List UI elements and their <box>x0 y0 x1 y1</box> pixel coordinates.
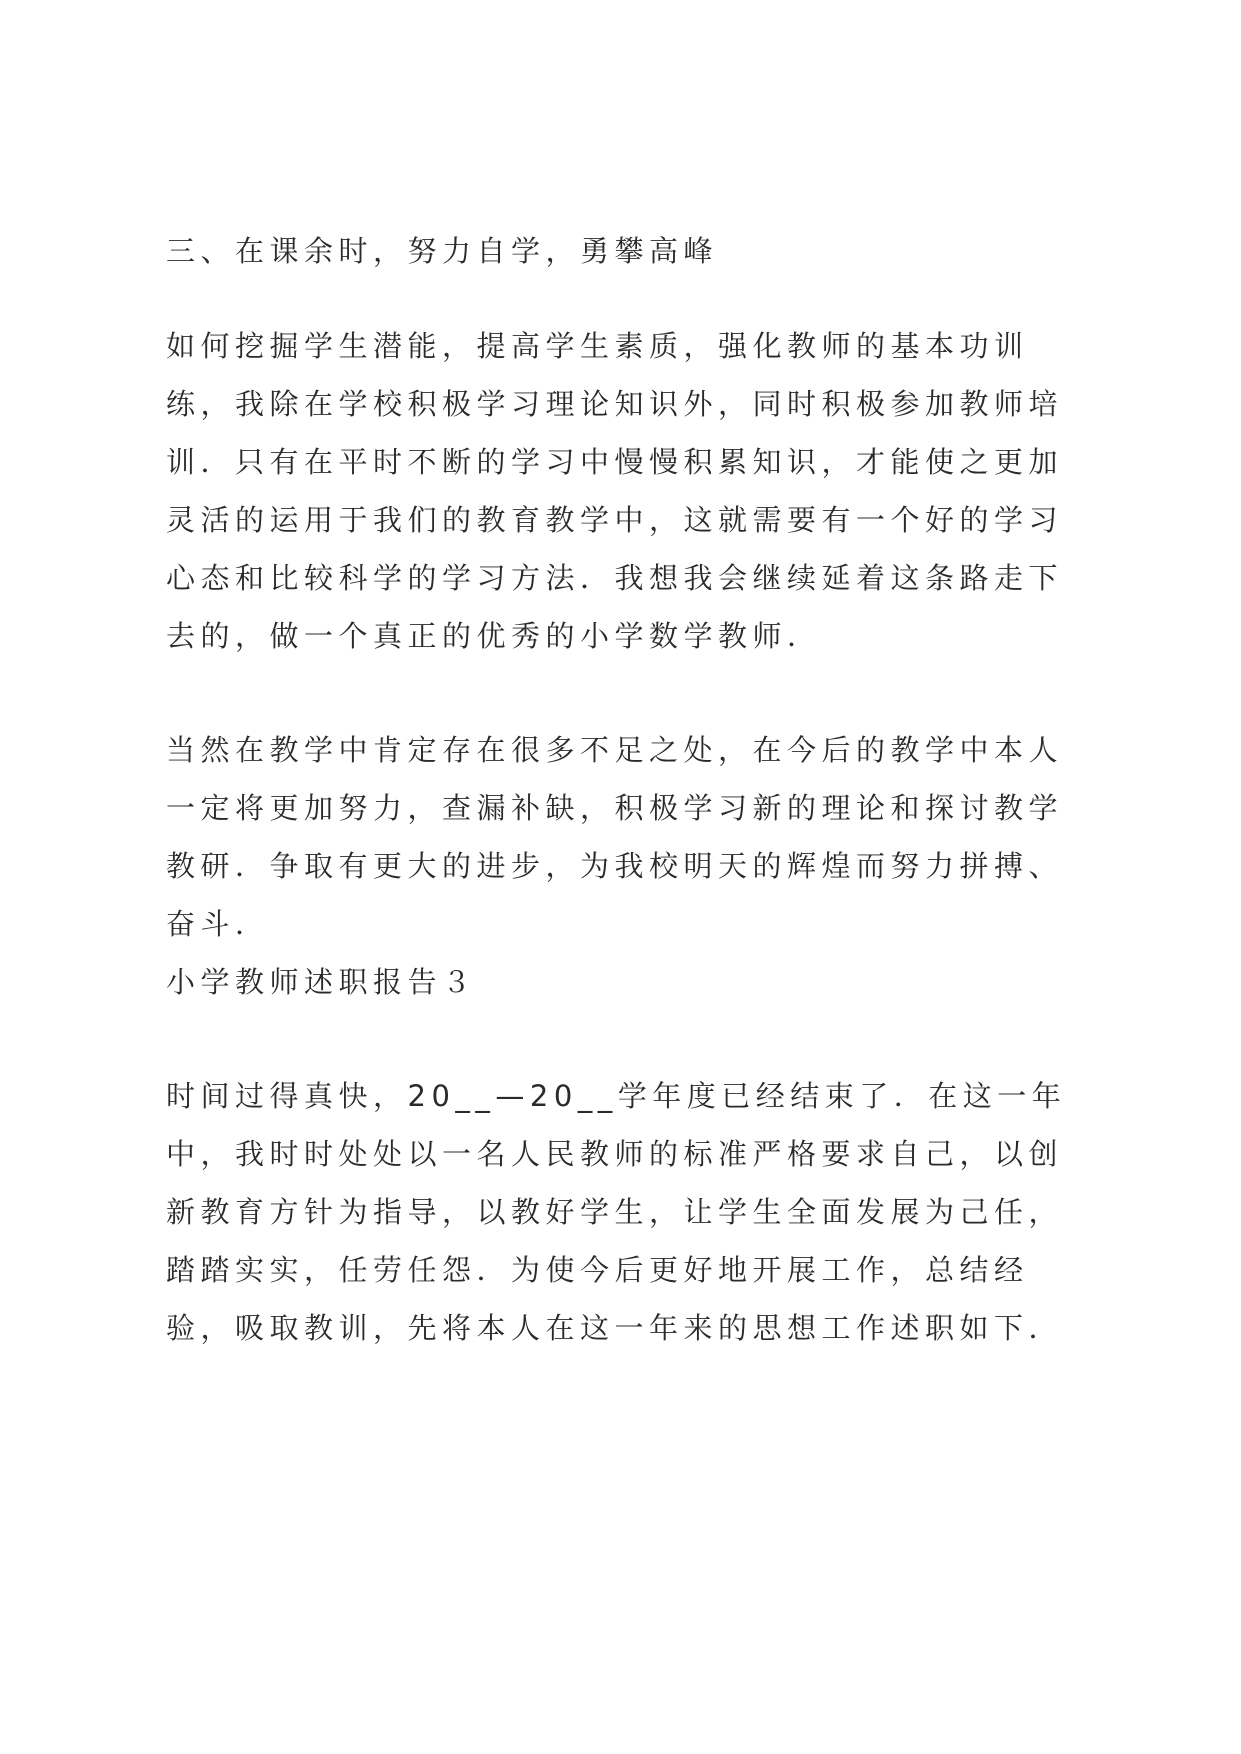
report-title: 小学教师述职报告３ <box>166 965 477 999</box>
paragraph-shortcomings: 当然在教学中肯定存在很多不足之处，在今后的教学中本人一定将更加努力，查漏补缺，积极学习新的理论和探讨教学教研．争取有更大的进步，为我校明天的辉煌而努力拼搏、奋斗． <box>166 733 1064 941</box>
paragraph-self-study: 如何挖掘学生潜能，提高学生素质，强化教师的基本功训练，我除在学校积极学习理论知识外，同时积极参加教师培训．只有在平时不断的学习中慢慢积累知识，才能使之更加灵活的运用于我们的教育教学中，这就需要有一个好的学习心态和比较科学的学习方法．我想我会继续延着这条路走下去的，做一个真正的优秀的小学数学教师． <box>166 329 1064 653</box>
section-heading: 三、在课余时，努力自学，勇攀高峰 <box>166 234 719 268</box>
paragraph-report-intro: 时间过得真快，20__—20__学年度已经结束了．在这一年中，我时时处处以一名人民教师的标准严格要求自己，以创新教育方针为指导，以教好学生，让学生全面发展为己任，踏踏实实，任劳任怨．为使今后更好地开展工作，总结经验，吸取教训，先将本人在这一年来的思想工作述职如下． <box>166 1079 1067 1345</box>
